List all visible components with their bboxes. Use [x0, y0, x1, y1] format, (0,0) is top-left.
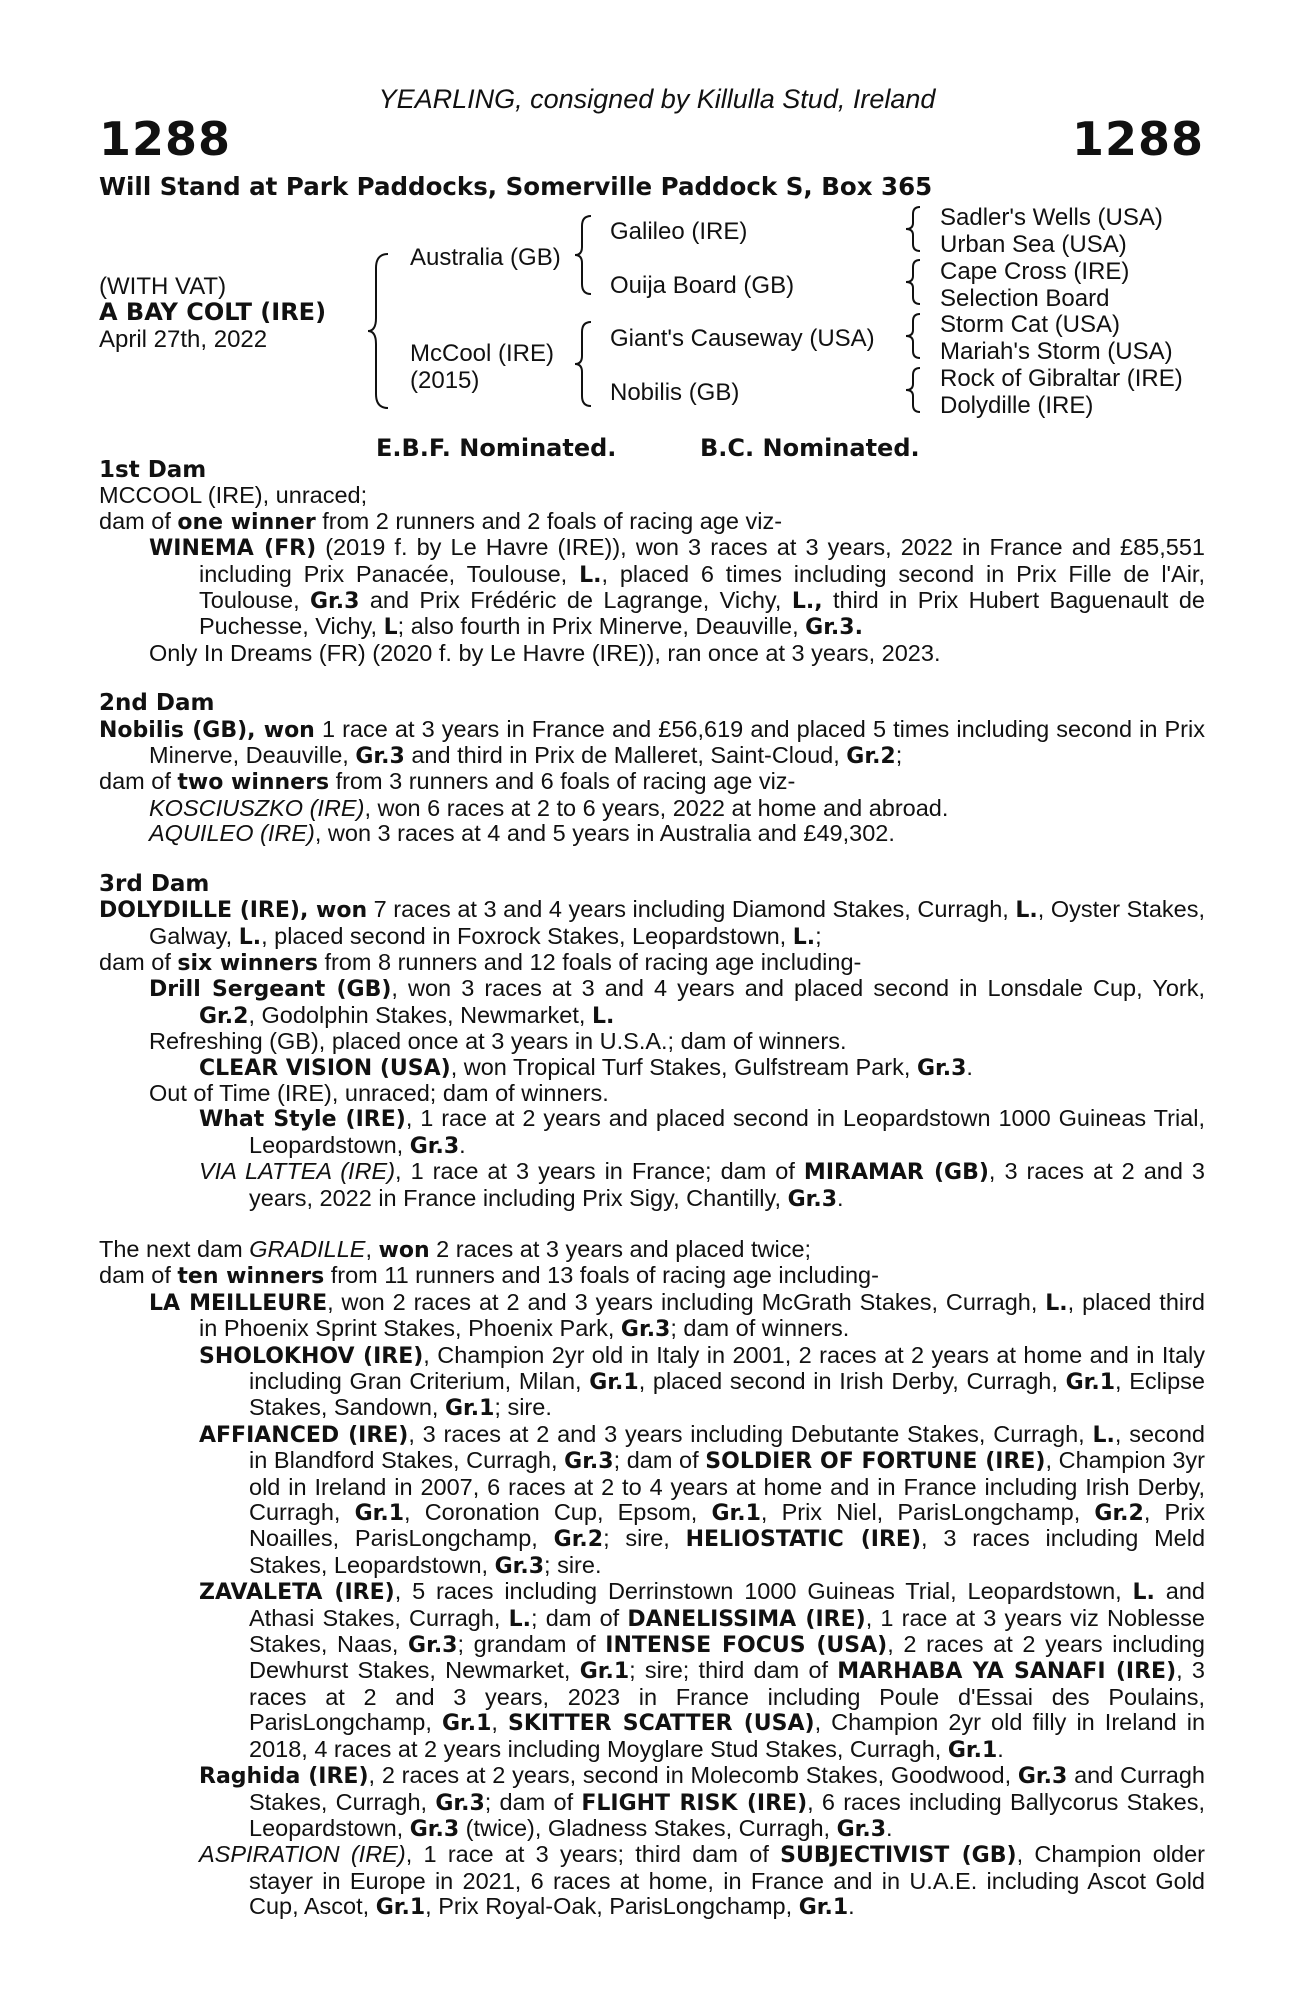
pedigree-dam-dam: Nobilis (GB): [610, 379, 740, 406]
pedigree-ddd: Dolydille (IRE): [940, 392, 1094, 419]
raghida-entry: Raghida (IRE), 2 races at 2 years, second in Molecomb Stakes, Goodwood, Gr.3 and Curragh Stakes, Curragh, Gr.3; dam of FLIGHT RISK (IRE), 6 races including Ballycorus Stakes, Leopardstown, Gr.3 (twice), Gladness Stakes, Curragh, Gr.3.: [199, 1762, 1205, 1842]
pedigree-sdd: Selection Board: [940, 285, 1110, 312]
lot-number-right: 1288: [1071, 112, 1204, 166]
aquileo-entry: AQUILEO (IRE), won 3 races at 4 and 5 years in Australia and £49,302.: [149, 820, 895, 847]
kosciuszko-entry: KOSCIUSZKO (IRE), won 6 races at 2 to 6 years, 2022 at home and abroad.: [149, 794, 949, 821]
lot-number-left: 1288: [99, 112, 232, 166]
produce-record: [99, 458, 1205, 1921]
next-dam-produce: dam of ten winners from 11 runners and 13 foals of racing age including-: [99, 1262, 879, 1290]
pedigree-brace-dd: [904, 366, 926, 414]
only-in-dreams-entry: Only In Dreams (FR) (2020 f. by Le Havre (IRE)), ran once at 3 years, 2023.: [149, 639, 941, 666]
third-dam-heading: 3rd Dam: [99, 870, 210, 897]
first-dam-heading: 1st Dam: [99, 457, 207, 483]
second-dam-heading: 2nd Dam: [99, 690, 215, 717]
out-of-time-entry: Out of Time (IRE), unraced; dam of winners.: [149, 1079, 609, 1106]
ebf-nomination: E.B.F. Nominated.: [376, 434, 617, 462]
dolydille-entry: DOLYDILLE (IRE), won 7 races at 3 and 4 years including Diamond Stakes, Curragh, L., Oyster Stakes, Galway, L., placed second in Foxrock Stakes, Leopardstown, L.;: [99, 896, 1205, 950]
pedigree-brace-sire: [573, 214, 597, 296]
clear-vision-entry: CLEAR VISION (USA), won Tropical Turf Stakes, Gulfstream Park, Gr.3.: [199, 1053, 973, 1081]
pedigree-brace-dam: [573, 320, 597, 408]
pedigree-sire-sire: Galileo (IRE): [610, 218, 748, 245]
pedigree-brace-main: [366, 252, 396, 410]
first-dam-line: MCCOOL (IRE), unraced;: [99, 482, 368, 509]
nobilis-entry: Nobilis (GB), won 1 race at 3 years in France and £56,619 and placed 5 times including second in Prix Minerve, Deauville, Gr.3 and third in Prix de Malleret, Saint-Cloud, Gr.2;: [99, 715, 1205, 770]
pedigree-sss: Sadler's Wells (USA): [940, 204, 1163, 231]
sholokhov-entry: SHOLOKHOV (IRE), Champion 2yr old in Italy in 2001, 2 races at 2 years at home and in Italy including Gran Criterium, Milan, Gr.1, placed second in Irish Derby, Curragh, Gr.1, Eclipse Stakes, Sandown, Gr.1; sire.: [199, 1341, 1205, 1422]
second-dam-produce: dam of two winners from 3 runners and 6 foals of racing age viz-: [99, 768, 796, 796]
pedigree-dam-sire: Giant's Causeway (USA): [610, 325, 875, 352]
pedigree-dsd: Mariah's Storm (USA): [940, 338, 1173, 365]
what-style-entry: What Style (IRE), 1 race at 2 years and placed second in Leopardstown 1000 Guineas Trial, Leopardstown, Gr.3.: [199, 1105, 1205, 1159]
pedigree-brace-sd: [904, 258, 926, 306]
pedigree-brace-ss: [904, 205, 926, 253]
pedigree-dam-year: (2015): [410, 367, 480, 394]
vat-note: (WITH VAT): [99, 273, 227, 300]
consignor-subtitle: YEARLING, consigned by Killulla Stud, Ireland: [378, 84, 936, 114]
third-dam-produce: dam of six winners from 8 runners and 12 foals of racing age including-: [99, 948, 862, 976]
horse-name: A BAY COLT (IRE): [99, 298, 327, 326]
la-meilleure-entry: LA MEILLEURE, won 2 races at 2 and 3 years including McGrath Stakes, Curragh, L., placed third in Phoenix Sprint Stakes, Phoenix Park, Gr.3; dam of winners.: [149, 1288, 1205, 1343]
pedigree-dss: Storm Cat (USA): [940, 311, 1121, 338]
pedigree-ssd: Urban Sea (USA): [940, 231, 1127, 258]
pedigree-sds: Cape Cross (IRE): [940, 258, 1130, 285]
pedigree-brace-ds: [904, 312, 926, 360]
zavaleta-entry: ZAVALETA (IRE), 5 races including Derrinstown 1000 Guineas Trial, Leopardstown, L. and Athasi Stakes, Curragh, L.; dam of DANELISSIMA (IRE), 1 race at 3 years viz Noblesse Stakes, Naas, Gr.3; grandam of INTENSE FOCUS (USA), 2 races at 2 years including Dewhurst Stakes, Newmarket, Gr.1; sire; third dam of MARHABA YA SANAFI (IRE), 3 races at 2 and 3 years, 2023 in France including Poule d'Essai des Poulains, ParisLongchamp, Gr.1, SKITTER SCATTER (USA), Champion 2yr old filly in Ireland in 2018, 4 races at 2 years including Moyglare Stud Stakes, Curragh, Gr.1.: [199, 1578, 1206, 1763]
stabling-location: Will Stand at Park Paddocks, Somerville Paddock S, Box 365: [99, 172, 933, 201]
first-dam-produce: dam of one winner from 2 runners and 2 foals of racing age viz-: [99, 507, 783, 535]
pedigree-dds: Rock of Gibraltar (IRE): [940, 365, 1183, 392]
refreshing-entry: Refreshing (GB), placed once at 3 years in U.S.A.; dam of winners.: [149, 1028, 847, 1055]
pedigree-dam: McCool (IRE): [410, 340, 555, 367]
aspiration-entry: ASPIRATION (IRE), 1 race at 3 years; third dam of SUBJECTIVIST (GB), Champion older stayer in Europe in 2021, 6 races at home, in France and in U.A.E. including Ascot Gold Cup, Ascot, Gr.1, Prix Royal-Oak, ParisLongchamp, Gr.1.: [199, 1841, 1206, 1921]
drill-sergeant-entry: Drill Sergeant (GB), won 3 races at 3 and 4 years and placed second in Lonsdale Cup, York, Gr.2, Godolphin Stakes, Newmarket, L.: [149, 975, 1206, 1029]
pedigree-sire-dam: Ouija Board (GB): [610, 272, 795, 299]
foaling-date: April 27th, 2022: [99, 326, 268, 353]
via-lattea-entry: VIA LATTEA (IRE), 1 race at 3 years in France; dam of MIRAMAR (GB), 3 races at 2 and 3 years, 2022 in France including Prix Sigy, Chantilly, Gr.3.: [199, 1158, 1206, 1212]
next-dam-entry: The next dam GRADILLE, won 2 races at 3 years and placed twice;: [99, 1235, 812, 1263]
winema-entry: WINEMA (FR) (2019 f. by Le Havre (IRE)), won 3 races at 3 years, 2022 in France and £85,551 including Prix Panacée, Toulouse, L., placed 6 times including second in Prix Fille de l'Air, Toulouse, Gr.3 and Prix Frédéric de Lagrange, Vichy, L., third in Prix Hubert Baguenault de Puchesse, Vichy, L; also fourth in Prix Minerve, Deauville, Gr.3.: [149, 534, 1205, 641]
pedigree-sire: Australia (GB): [410, 244, 561, 271]
affianced-entry: AFFIANCED (IRE), 3 races at 2 and 3 years including Debutante Stakes, Curragh, L., second in Blandford Stakes, Curragh, Gr.3; dam of SOLDIER OF FORTUNE (IRE), Champion 3yr old in Ireland in 2007, 6 races at 2 to 4 years at home and in France including Irish Derby, Curragh, Gr.1, Coronation Cup, Epsom, Gr.1, Prix Niel, ParisLongchamp, Gr.2, Prix Noailles, ParisLongchamp, Gr.2; sire, HELIOSTATIC (IRE), 3 races including Meld Stakes, Leopardstown, Gr.3; sire.: [199, 1420, 1206, 1579]
bc-nomination: B.C. Nominated.: [700, 434, 920, 462]
